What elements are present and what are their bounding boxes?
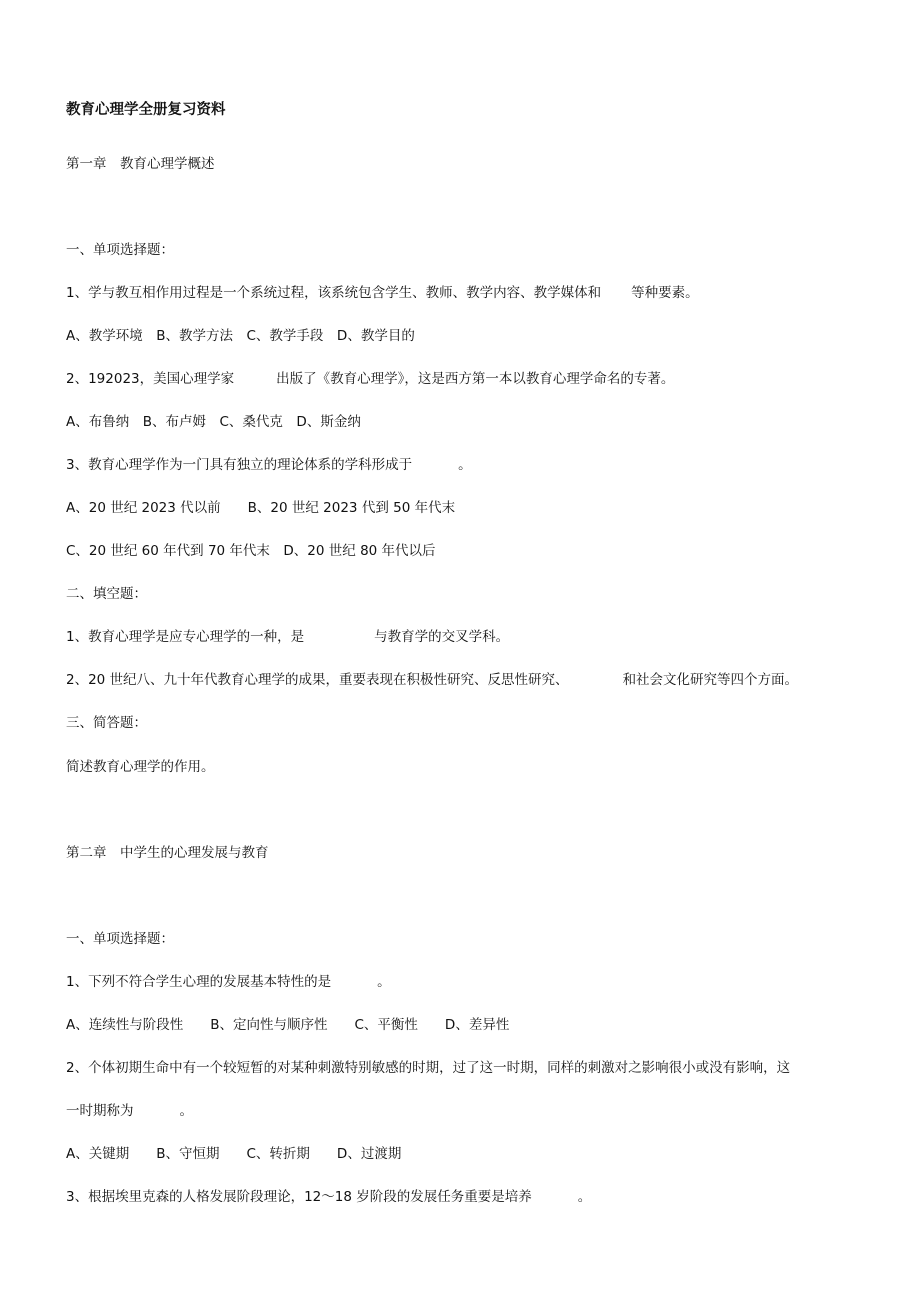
ch1-question-3 [66, 455, 472, 475]
ch1-fill-1 [66, 627, 509, 647]
fill-1-text: 1、教育心理学是应专心理学的一种，是 [66, 629, 305, 645]
chapter-1-title: 第一章 教育心理学概述 [66, 156, 215, 172]
ch1-section-2-heading: 二、填空题： [66, 586, 147, 602]
q2-text: 2、192023，美国心理学家 [66, 371, 235, 387]
ch2-question-1-options: A、连续性与阶段性 B、定向性与顺序性 C、平衡性 D、差异性 [66, 1017, 510, 1033]
ch2-question-3 [66, 1187, 591, 1207]
ch2-q1-text-end: 。 [377, 974, 391, 990]
q3-text: 3、教育心理学作为一门具有独立的理论体系的学科形成于 [66, 457, 413, 473]
ch1-question-2-options: A、布鲁纳 B、布卢姆 C、桑代克 D、斯金纳 [66, 414, 361, 430]
ch2-question-2-options: A、关键期 B、守恒期 C、转折期 D、过渡期 [66, 1146, 402, 1162]
ch2-section-1-heading: 一、单项选择题： [66, 931, 174, 947]
q3-text-end: 。 [458, 457, 472, 473]
fill-2-text-end: 和社会文化研究等四个方面。 [622, 672, 799, 688]
ch2-question-2-line-1: 2、个体初期生命中有一个较短暂的对某种刺激特别敏感的时期，过了这一时期，同样的刺激对之影响很小或没有影响，这 [66, 1060, 791, 1076]
ch2-q3-text-end: 。 [577, 1189, 592, 1205]
ch1-question-1-options: A、教学环境 B、教学方法 C、教学手段 D、教学目的 [66, 328, 415, 344]
ch2-q1-text: 1、下列不符合学生心理的发展基本特性的是 [66, 974, 332, 990]
ch1-section-3-heading: 三、简答题： [66, 715, 147, 731]
ch1-section-1-heading: 一、单项选择题： [66, 242, 174, 258]
chapter-2-title: 第二章 中学生的心理发展与教育 [66, 845, 269, 861]
q1-text: 1、学与教互相作用过程是一个系统过程，该系统包含学生、教师、教学内容、教学媒体和 [66, 285, 602, 301]
fill-1-text-end: 与教育学的交叉学科。 [374, 629, 510, 645]
ch2-question-1 [66, 972, 391, 992]
ch1-question-3-options-2: C、20 世纪 60 年代到 70 年代末 D、20 世纪 80 年代以后 [66, 543, 436, 559]
ch1-fill-2 [66, 670, 798, 690]
ch2-q2-text-end: 。 [179, 1103, 193, 1119]
q2-text-end: 出版了《教育心理学》，这是西方第一本以教育心理学命名的专著。 [276, 371, 675, 387]
fill-2-text: 2、20 世纪八、九十年代教育心理学的成果，重要表现在积极性研究、反思性研究、 [66, 672, 569, 688]
ch2-q2-text: 一时期称为 [66, 1103, 134, 1119]
ch2-question-2-line-2 [66, 1101, 193, 1121]
ch1-question-1 [66, 283, 699, 303]
ch1-question-3-options-1: A、20 世纪 2023 代以前 B、20 世纪 2023 代到 50 年代末 [66, 500, 456, 516]
ch1-question-2 [66, 369, 674, 389]
q1-text-end: 等种要素。 [631, 285, 699, 301]
ch1-short-answer-1: 简述教育心理学的作用。 [66, 759, 215, 775]
ch2-q3-text: 3、根据埃里克森的人格发展阶段理论，12～18 岁阶段的发展任务重要是培养 [66, 1189, 532, 1205]
document-title: 教育心理学全册复习资料 [66, 102, 226, 118]
